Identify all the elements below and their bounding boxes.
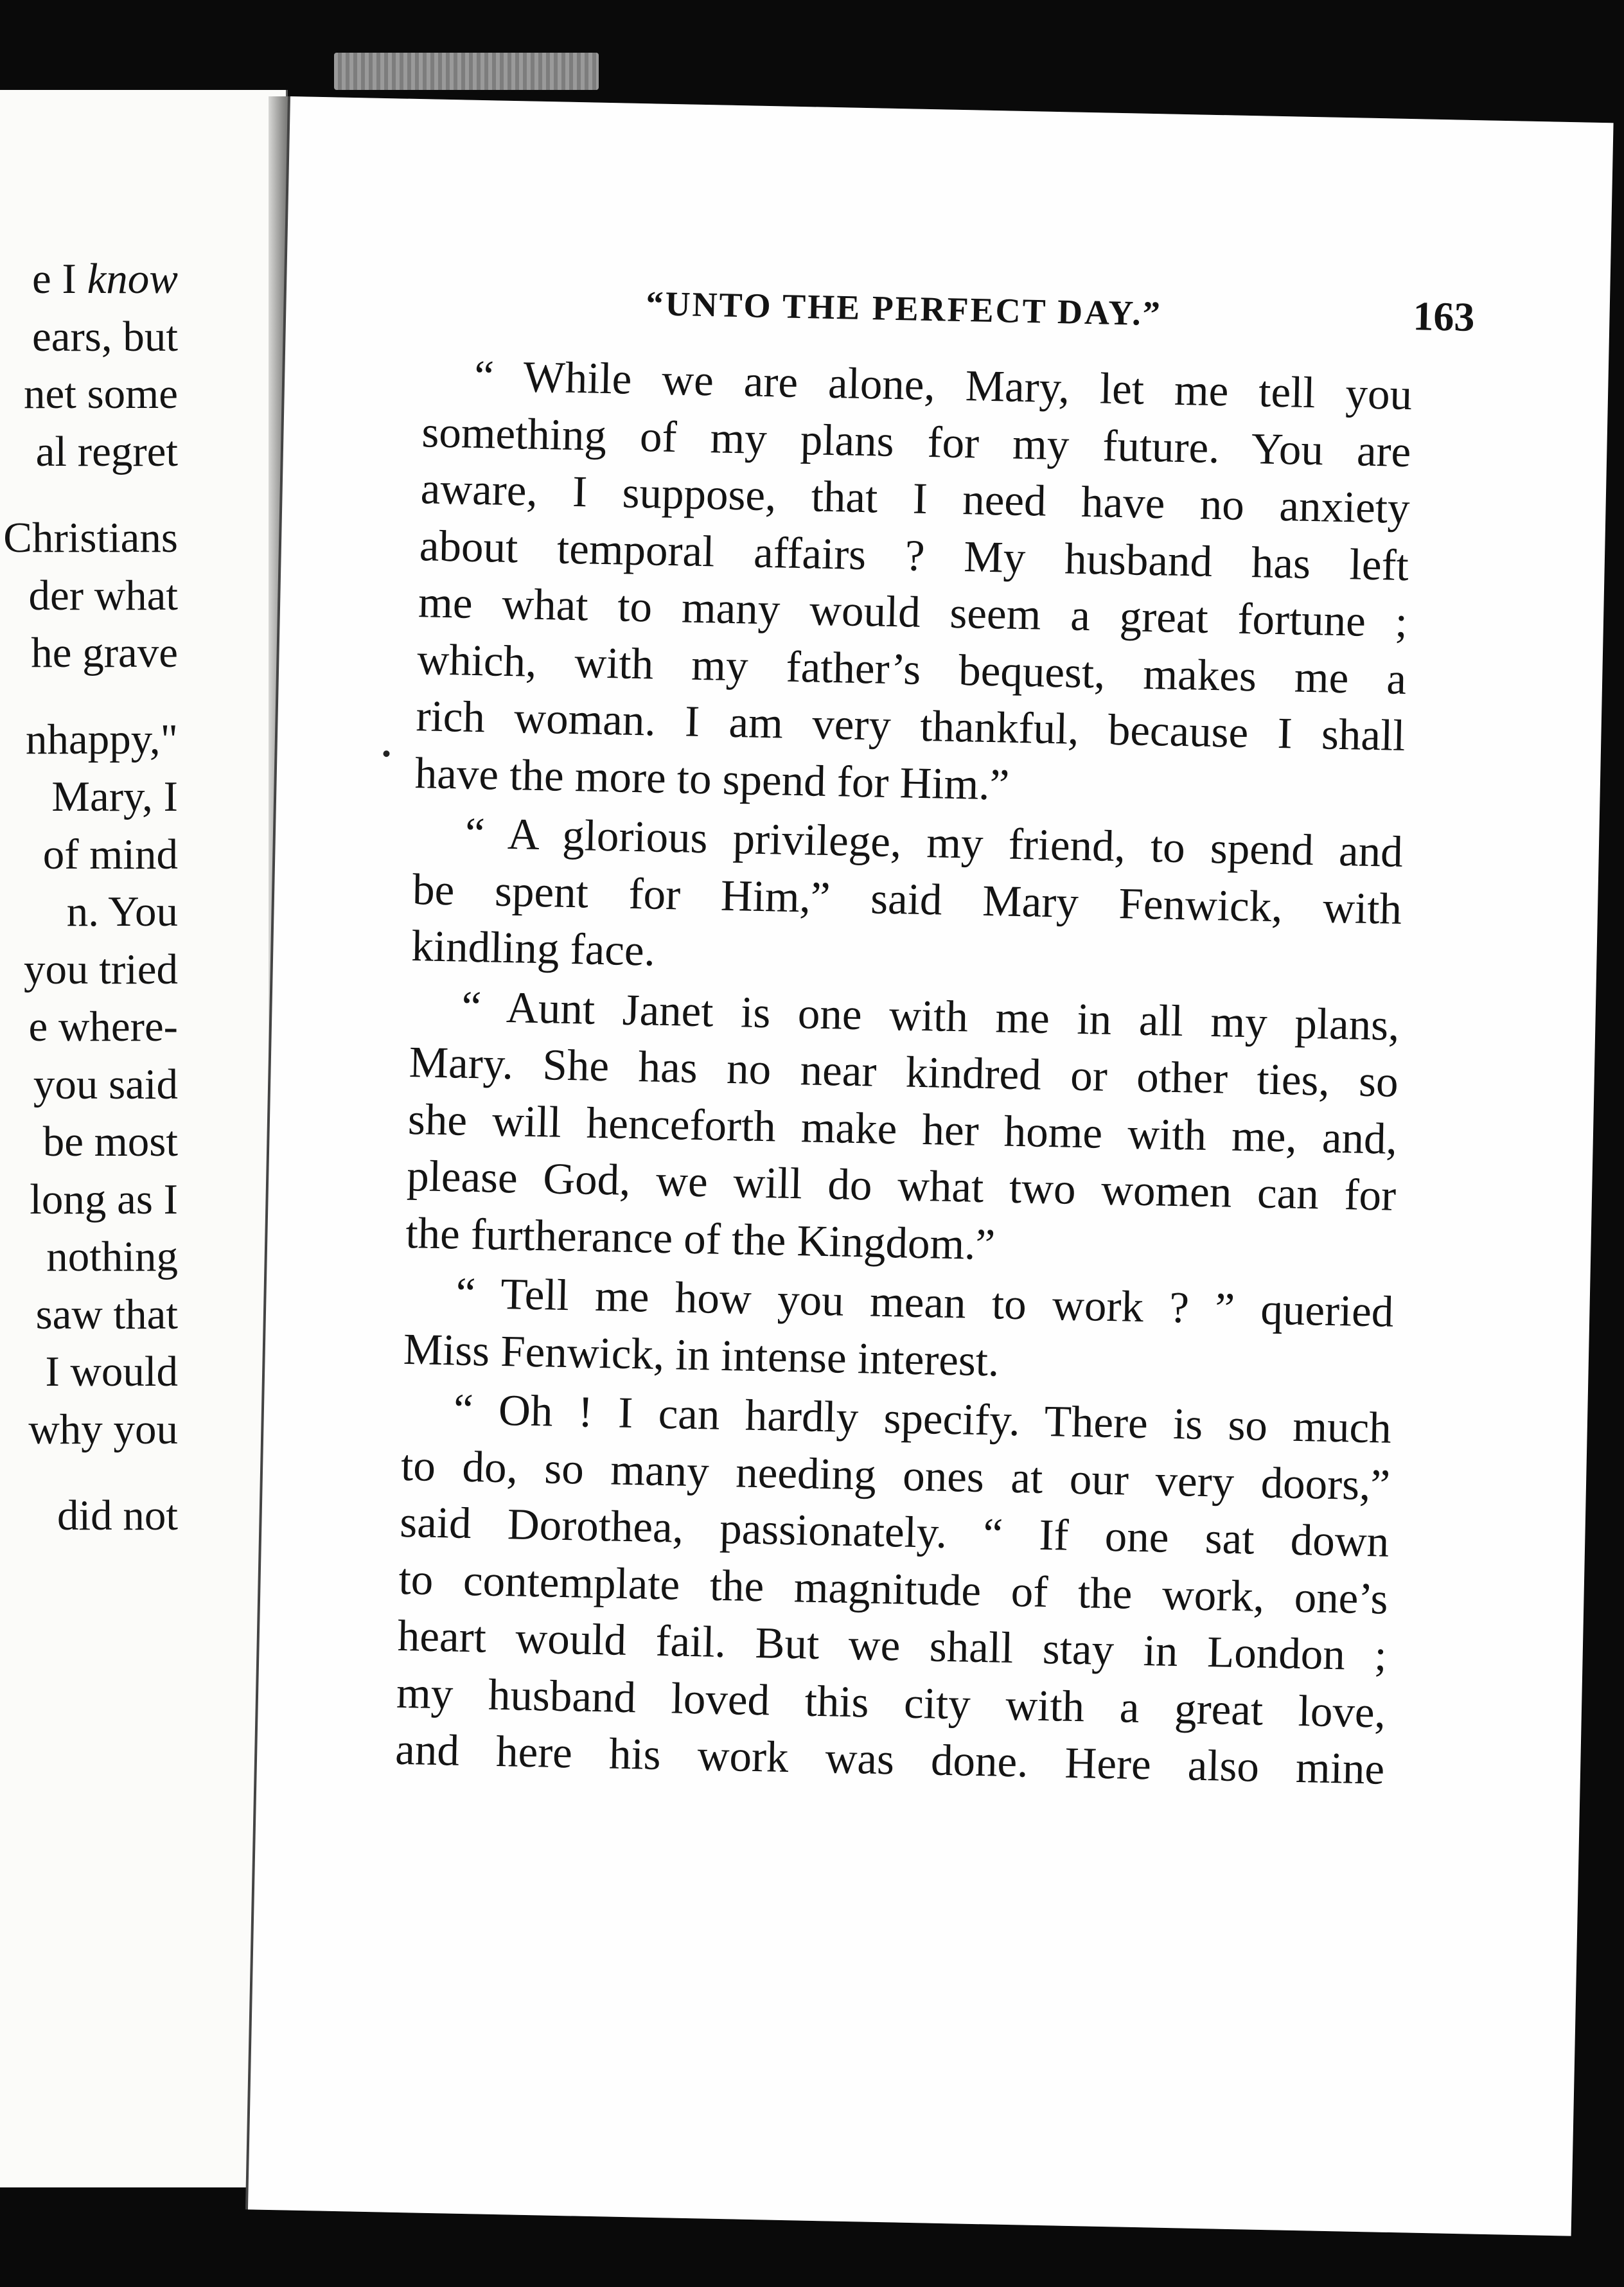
text-line: “ While we are alone, Mary, let me tell you xyxy=(473,351,1413,419)
text-line-fragment xyxy=(0,624,178,682)
paragraph-gap xyxy=(0,682,178,711)
left-page xyxy=(0,90,288,2187)
paragraph-gap xyxy=(0,1458,178,1487)
text-line: something of my plans for my future. You are xyxy=(421,407,1412,476)
fragment-text: I would xyxy=(45,1348,178,1395)
right-page xyxy=(248,96,1614,2236)
ink-speck xyxy=(383,750,389,757)
fragment-text: saw that xyxy=(35,1290,178,1338)
running-head: “UNTO THE PERFECT DAY.” xyxy=(646,284,1163,333)
text-line-fragment xyxy=(0,826,178,884)
text-line-fragment xyxy=(0,1228,178,1286)
fragment-text: e where- xyxy=(28,1003,178,1050)
fragment-text: of mind xyxy=(42,830,178,878)
text-line: “ A glorious privilege, my friend, to spend and xyxy=(464,808,1404,876)
text-line-fragment xyxy=(0,1171,178,1229)
text-line: Miss Fenwick, in intense interest. xyxy=(403,1324,1000,1386)
page-number: 163 xyxy=(1412,293,1476,340)
text-line: have the more to spend for Him.” xyxy=(414,748,1010,809)
text-line: be spent for Him,” said Mary Fenwick, with xyxy=(412,864,1402,933)
text-line-fragment xyxy=(0,1343,178,1401)
text-line: and here his work was done. Here also mine xyxy=(394,1724,1385,1794)
fragment-text: nhappy," xyxy=(26,715,178,763)
text-line-fragment xyxy=(0,1113,178,1171)
fragment-text: he grave xyxy=(31,629,178,676)
fragment-text: did not xyxy=(57,1492,178,1539)
fragment-text: ears, but xyxy=(32,312,178,360)
fragment-text: n. You xyxy=(66,888,178,935)
text-line: the furtherance of the Kingdom.” xyxy=(405,1208,996,1269)
fragment-text: Mary, I xyxy=(51,773,178,820)
text-line-fragment xyxy=(0,567,178,625)
text-line-fragment xyxy=(0,941,178,999)
fragment-text: net some xyxy=(23,370,178,418)
page-header xyxy=(646,277,1476,351)
text-line: heart would fail. But we shall stay in London ; xyxy=(397,1611,1388,1680)
text-line-fragment xyxy=(0,711,178,769)
text-line-fragment xyxy=(0,1286,178,1344)
text-line-fragment xyxy=(0,883,178,941)
text-line: aware, I suppose, that I need have no anxiety xyxy=(420,464,1411,533)
text-line: me what to many would seem a great fortune ; xyxy=(418,578,1408,647)
text-line: about temporal affairs ? My husband has left xyxy=(419,520,1409,590)
text-line: to do, so many needing ones at our very doors,” xyxy=(400,1440,1391,1510)
fragment-text: be most xyxy=(42,1118,178,1165)
left-page-text xyxy=(0,251,178,1545)
text-line: to contemplate the magnitude of the work, one’s xyxy=(398,1554,1389,1623)
fragment-emphasis: know xyxy=(87,255,178,303)
text-line-fragment xyxy=(0,509,178,567)
text-line-fragment xyxy=(0,251,178,308)
text-line: please God, we will do what two women can for xyxy=(406,1151,1397,1220)
body-text xyxy=(395,346,1413,1797)
text-line-fragment xyxy=(0,308,178,366)
text-line: “ Oh ! I can hardly specify. There is so much xyxy=(453,1384,1392,1453)
text-line: “ Aunt Janet is one with me in all my plans, xyxy=(461,982,1400,1050)
fragment-text: you said xyxy=(33,1060,178,1108)
text-line: rich woman. I am very thankful, because I shall xyxy=(415,691,1406,761)
text-line: which, with my father’s bequest, makes me a xyxy=(416,634,1407,703)
fragment-text: e I xyxy=(32,255,87,303)
text-line-fragment xyxy=(0,423,178,481)
text-line: my husband loved this city with a great love, xyxy=(396,1668,1386,1737)
fragment-text: long as I xyxy=(30,1175,178,1223)
text-line: she will henceforth make her home with me, and, xyxy=(407,1094,1398,1163)
text-line: Mary. She has no near kindred or other ties, so xyxy=(409,1038,1399,1106)
fragment-text: you tried xyxy=(23,945,178,993)
book-clip xyxy=(334,53,599,90)
text-line-fragment xyxy=(0,1056,178,1114)
text-line-fragment xyxy=(0,768,178,826)
text-line: “ Tell me how you mean to work ? ” queried xyxy=(455,1268,1395,1336)
fragment-text: nothing xyxy=(46,1233,178,1280)
text-line-fragment xyxy=(0,998,178,1056)
text-line: kindling face. xyxy=(410,921,656,975)
text-line: said Dorothea, passionately. “ If one sat down xyxy=(399,1497,1390,1566)
fragment-text: der what xyxy=(28,571,178,619)
text-line-fragment xyxy=(0,366,178,423)
fragment-text: why you xyxy=(28,1405,178,1453)
fragment-text: al regret xyxy=(35,427,178,475)
paragraph-gap xyxy=(0,481,178,509)
text-line-fragment xyxy=(0,1401,178,1459)
text-line-fragment xyxy=(0,1487,178,1545)
fragment-text: Christians xyxy=(3,514,178,561)
